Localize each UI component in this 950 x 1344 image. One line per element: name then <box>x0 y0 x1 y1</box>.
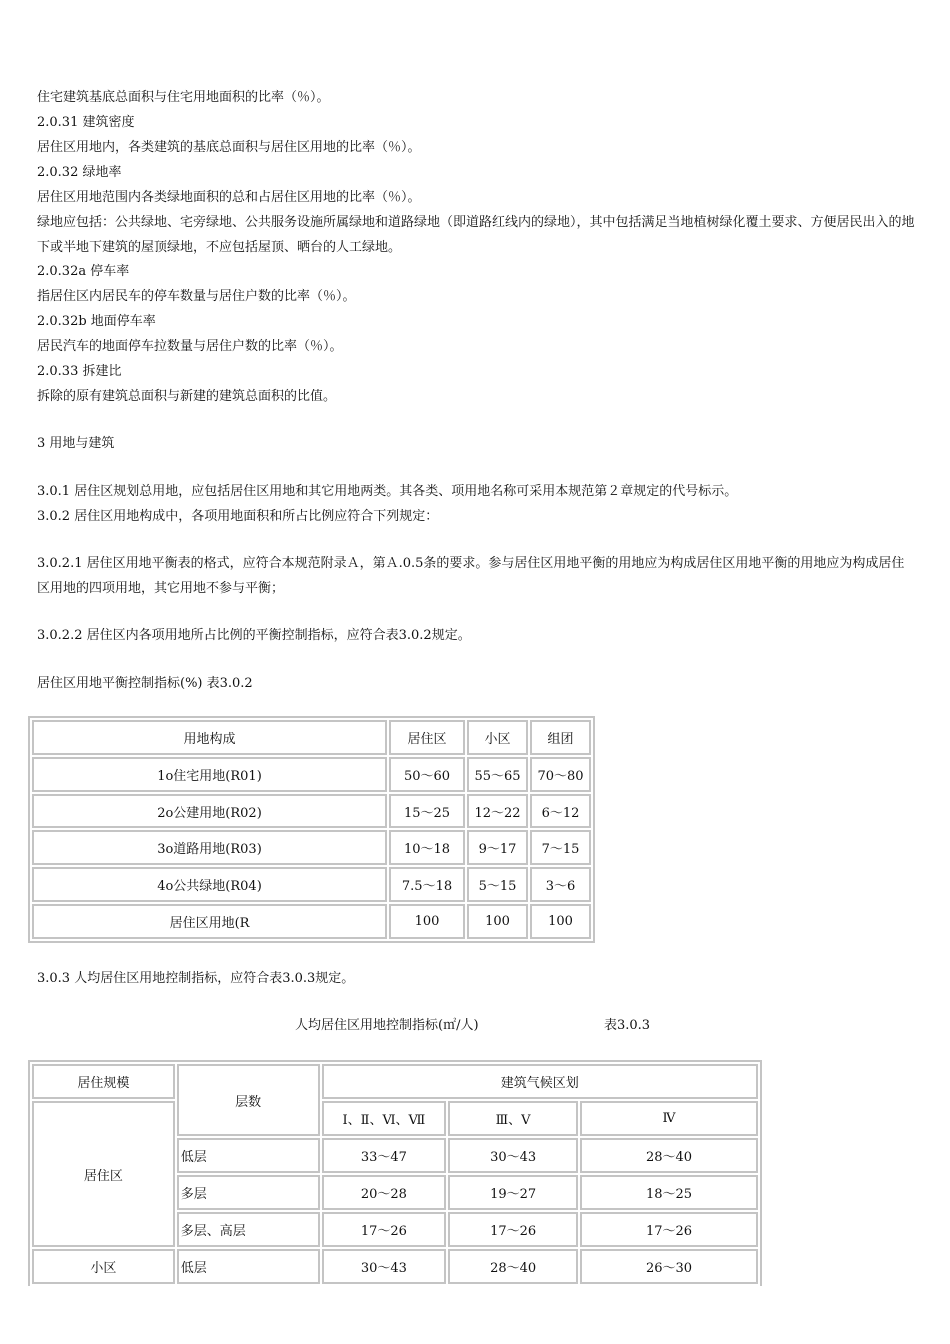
table-row <box>32 904 591 939</box>
table-cell: 70～80 <box>530 757 591 792</box>
table-row <box>32 867 591 902</box>
table-cell: 50～60 <box>389 757 465 792</box>
table-label: 表3.0.3 <box>604 1018 651 1033</box>
group-cell: 居住区 <box>32 1101 175 1247</box>
header-cell-zone: Ⅳ <box>580 1101 758 1136</box>
table-cell: 居住区用地(R <box>32 904 387 939</box>
text-line: 3.0.2.2 居住区内各项用地所占比例的平衡控制指标，应符合表3.0.2规定。 <box>37 628 471 643</box>
table-cell: 33～47 <box>322 1138 447 1173</box>
table-cell: 28～40 <box>448 1249 578 1284</box>
table-caption: 人均居住区用地控制指标(㎡/人) <box>295 1018 479 1033</box>
table-cell: 多层、高层 <box>177 1212 320 1247</box>
section-heading: 2.0.32 绿地率 <box>37 165 122 180</box>
header-cell-scale: 居住规模 <box>32 1064 175 1099</box>
table-cell: 17～26 <box>322 1212 447 1247</box>
text-paragraph: 3.0.2.1 居住区用地平衡表的格式，应符合本规范附录Ａ，第Ａ.0.5条的要求。参与居住区用地平衡的用地应为构成居住区用地平衡的用地应为构成居住区用地的四项用地，其它用地不参与平衡； <box>37 556 905 596</box>
header-cell: 居住区 <box>389 720 465 755</box>
text-line: 居住区用地范围内各类绿地面积的总和占居住区用地的比率（％）。 <box>37 190 421 205</box>
table-cell: 6～12 <box>530 794 591 829</box>
header-cell-floors: 层数 <box>177 1064 320 1136</box>
table-cell: 100 <box>389 904 465 939</box>
text-line: 指居住区内居民车的停车数量与居住户数的比率（％）。 <box>37 289 356 304</box>
land-balance-table <box>28 716 595 943</box>
header-cell-climate: 建筑气候区划 <box>322 1064 758 1099</box>
header-cell-zone: Ⅲ、Ⅴ <box>448 1101 578 1136</box>
table-cell: 55～65 <box>467 757 528 792</box>
table-cell: 26～30 <box>580 1249 758 1284</box>
table-cell: 5～15 <box>467 867 528 902</box>
section-heading: 2.0.32b 地面停车率 <box>37 314 156 329</box>
table-header-row <box>32 720 591 755</box>
table-row <box>32 1249 758 1284</box>
header-cell-zone: Ⅰ、Ⅱ、Ⅵ、Ⅶ <box>322 1101 447 1136</box>
table-cell: 30～43 <box>322 1249 447 1284</box>
table-cell: 7.5～18 <box>389 867 465 902</box>
table-cell: 多层 <box>177 1175 320 1210</box>
text-line: 居民汽车的地面停车拉数量与居住户数的比率（％）。 <box>37 339 343 354</box>
table-cell: 100 <box>530 904 591 939</box>
table-row <box>32 757 591 792</box>
table-cell: 7～15 <box>530 830 591 865</box>
text-line: 居住区用地内，各类建筑的基底总面积与居住区用地的比率（％）。 <box>37 140 421 155</box>
table-cell: 20～28 <box>322 1175 447 1210</box>
section-heading: 2.0.33 拆建比 <box>37 364 122 379</box>
table-cell: 低层 <box>177 1249 320 1284</box>
table-cell: 19～27 <box>448 1175 578 1210</box>
table-caption: 居住区用地平衡控制指标(%) 表3.0.2 <box>37 676 253 691</box>
text-line: 住宅建筑基底总面积与住宅用地面积的比率（％）。 <box>37 90 330 105</box>
table-header-row <box>32 1101 758 1136</box>
table-cell: 28～40 <box>580 1138 758 1173</box>
text-line: 3.0.3 人均居住区用地控制指标，应符合表3.0.3规定。 <box>37 971 355 986</box>
section-heading: 2.0.32a 停车率 <box>37 264 130 279</box>
header-cell: 组团 <box>530 720 591 755</box>
table-row <box>32 830 591 865</box>
header-cell: 小区 <box>467 720 528 755</box>
table-cell: 18～25 <box>580 1175 758 1210</box>
table-cell: 17～26 <box>580 1212 758 1247</box>
section-heading: 2.0.31 建筑密度 <box>37 115 135 130</box>
text-line: 拆除的原有建筑总面积与新建的建筑总面积的比值。 <box>37 389 337 404</box>
group-cell: 小区 <box>32 1249 175 1284</box>
table-cell: 低层 <box>177 1138 320 1173</box>
table-cell: 17～26 <box>448 1212 578 1247</box>
table-cell: 2o公建用地(R02) <box>32 794 387 829</box>
text-line: 3.0.1 居住区规划总用地，应包括居住区用地和其它用地两类。其各类、项用地名称可采用本规范第２章规定的代号标示。 <box>37 484 738 499</box>
per-capita-land-table <box>28 1060 762 1286</box>
table-cell: 1o住宅用地(R01) <box>32 757 387 792</box>
table-cell: 30～43 <box>448 1138 578 1173</box>
table-cell: 100 <box>467 904 528 939</box>
table-cell: 3o道路用地(R03) <box>32 830 387 865</box>
table-cell: 4o公共绿地(R04) <box>32 867 387 902</box>
table-header-row <box>32 1064 758 1099</box>
table-cell: 10～18 <box>389 830 465 865</box>
table-cell: 3～6 <box>530 867 591 902</box>
table-cell: 12～22 <box>467 794 528 829</box>
text-line: 3.0.2 居住区用地构成中，各项用地面积和所占比例应符合下列规定： <box>37 509 439 524</box>
table-row <box>32 794 591 829</box>
chapter-heading: 3 用地与建筑 <box>37 436 115 451</box>
table-cell: 9～17 <box>467 830 528 865</box>
text-paragraph: 绿地应包括：公共绿地、宅旁绿地、公共服务设施所属绿地和道路绿地（即道路红线内的绿地），其中包括满足当地植树绿化覆土要求、方便居民出入的地下或半地下建筑的屋顶绿地，不应包括屋顶、晒台的人工绿地。 <box>37 215 915 255</box>
table-cell: 15～25 <box>389 794 465 829</box>
header-cell: 用地构成 <box>32 720 387 755</box>
